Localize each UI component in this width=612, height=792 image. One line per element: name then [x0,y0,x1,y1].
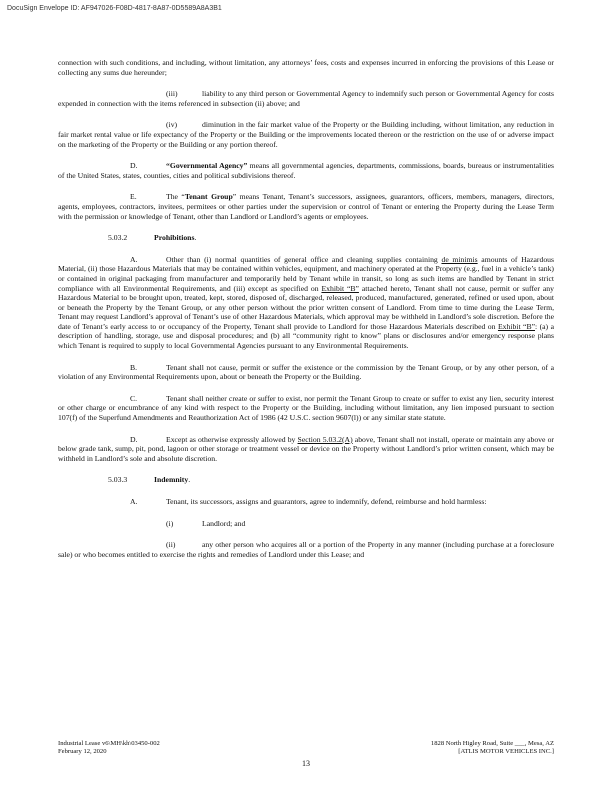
paragraph-item-ii [58,540,554,559]
defined-term: Tenant Group [184,192,233,202]
paragraph-letter: D. [130,434,138,444]
section-title: Prohibitions [154,233,195,243]
item-text: Landlord; and [202,518,246,528]
document-body [58,58,554,571]
item-text: liability to any third person or Governmental Agency to indemnify such person or [202,89,455,99]
section-number: 5.03.2 [108,233,128,243]
paragraph-text: means all governmental agencies, departments, commissions, boards, bureaus or instrumentalities of the United States, states, counties, cities and political subdivisions thereof. [58,161,555,180]
paragraph-indemnity-a [58,497,554,507]
docusign-envelope-id: DocuSign Envelope ID: AF947026-F08D-4817-8A87-0D5589A8A3B1 [7,5,222,12]
paragraph-governmental-agency [58,161,554,180]
paragraph-letter: A. [130,254,138,264]
item-number: (i) [166,518,174,528]
paragraph-item-i [58,519,554,529]
paragraph-item-iv [58,120,554,149]
paragraph-text: Except as otherwise expressly allowed by [166,434,298,444]
paragraph-text: Tenant shall not cause, permit or suffer the existence or the commission by the Tenant Group, or by any other person, of a violation of any Environmental Requirements upon, about or beneath the Property or the Building. [58,362,554,382]
item-text: any other person who acquires all or a portion of the Property in any manner (including [202,540,475,550]
paragraph-text: amounts of Hazardous Material, (ii) those Hazardous Materials that may be contained within vehicles, equipment, and machinery operated at the Property (e.g., fuel in a vehicle’s tank) or contained in original packaging from manufacturer and temporarily held by Tenant while in transit, so long as such items are handled by Tenant in strict compliance with all Environmental Requirements, and (iii) except as specified on [58,254,555,293]
paragraph-text: Other than (i) normal quantities of general office and cleaning supplies containing [166,254,442,264]
section-title: Indemnity [154,475,189,485]
paragraph-letter: B. [130,362,138,372]
paragraph-prohibitions-a [58,255,554,351]
section-reference: Section 5.03.2(A) [297,434,353,444]
section-heading-indemnity: 5.03.3 Indemnity. [108,475,191,485]
item-text-continued: purchase at a foreclosure sale) or who becomes entitled to exercise the rights and remedies of Landlord under this Lease; and [58,540,554,559]
paragraph-text: attached hereto, Tenant shall not cause, permit or suffer any Hazardous Material to be brought upon, treated, kept, stored, disposed of, discharged, released, produced, manufactured, generated, refined or used upon, about or beneath the Property by the Tenant Group, or any other person without the prior written consent of Landlord. From time to time during the Lease Term, Tenant may request Landlord’s approval of Tenant’s use of other Hazardous Materials, which approval may be withheld in Landlord’s sole discretion. Before the date of Tenant’s early access to or occupancy of the Property, Tenant shall provide to Landlord for those Hazardous Materials described on [58,283,554,331]
footer-right [431,740,554,756]
paragraph-text-continued: harmless: [457,497,487,506]
exhibit-reference: Exhibit “B” [497,321,535,331]
item-number: (iv) [166,120,178,130]
item-number: (iii) [166,89,178,99]
section-number: 5.03.3 [108,475,128,485]
footer-address: 1828 North Higley Road, Suite ___, Mesa, AZ [430,740,554,747]
footer-date: February 12, 2020 [58,748,107,755]
paragraph-letter: D. [130,161,138,171]
paragraph-letter: A. [130,497,138,506]
defined-term: “Governmental Agency” [166,161,248,171]
paragraph-tenant-group [58,192,554,221]
underlined-term: de minimis [441,254,478,264]
paragraph-letter: E. [130,192,137,202]
paragraph-text: above, Tenant shall not install, operate or maintain any above or below grade tank, sump, pit, pond, lagoon or other storage or treatment vessel or device on the Property without Landlord’s prior written consent, which may be withheld in Landlord’s sole and absolute discretion. [58,434,554,463]
item-text: diminution in the fair market value of the Property or the Building including, without [202,120,468,130]
item-text-continued: limitation, any reduction in fair market rental value or life expectancy of the Property or the Building or the improvements located thereon or the restriction on the use of or adverse impact on the marketing of the Property or the Building or any portion thereof. [58,120,554,149]
page-number: 13 [302,759,310,768]
paragraph-prohibitions-c [58,394,554,423]
exhibit-reference: Exhibit “B” [321,283,359,293]
paragraph-prohibitions-d [58,435,554,464]
paragraph-text: The “ [166,192,185,202]
section-heading-prohibitions: 5.03.2 Prohibitions. [108,233,197,243]
paragraph-prohibitions-b [58,363,554,382]
footer-document-ref: Industrial Lease v6\MH\kh\03450-002 [58,740,160,747]
paragraph-letter: C. [130,393,138,403]
footer-party: [ATLIS MOTOR VEHICLES INC.] [458,748,554,755]
item-text-continued: Governmental Agency for costs expended in connection with the items referenced in subsection (ii) above; and [58,89,555,108]
paragraph-text: Tenant, its successors, assigns and guarantors, agree to indemnify, defend, reimburse and hold [166,497,456,506]
paragraph-text: Tenant shall neither create or suffer to exist, nor permit the Tenant Group to create or suffer to exist any lien, security interest or other charge or encumbrance of any kind with respect to the Property or the Building, including without limitation, any lien imposed pursuant to section 107(f) of the Superfund Amendments and Reauthorization Act of 1986 (42 U.S.C. section 9607(l)) or any similar state statute. [58,393,554,423]
footer-left [58,740,160,756]
paragraph-text: : (a) a description of handling, storage, use and disposal procedures; and (b) all “community right to know” plans or disclosures and/or emergency response plans which Tenant is required to supply to local Governmental Agencies pursuant to any Environmental Requirements. [58,321,554,351]
paragraph-continuation: connection with such conditions, and including, without limitation, any attorneys’ fees, costs and expenses incurred in enforcing the provisions of this Lease or collecting any sums due hereunder; [58,58,554,77]
item-number: (ii) [166,540,176,550]
paragraph-item-iii [58,89,554,108]
paragraph-text: ” means Tenant, Tenant’s successors, assignees, guarantors, officers, members, managers, directors, agents, employees, contractors, invitees, permitees or other parties under the supervision or control of Tenant or entering the Property during the Lease Term with the permission or knowledge of Tenant, other than Landlord or Landlord’s agents or employees. [58,192,555,221]
